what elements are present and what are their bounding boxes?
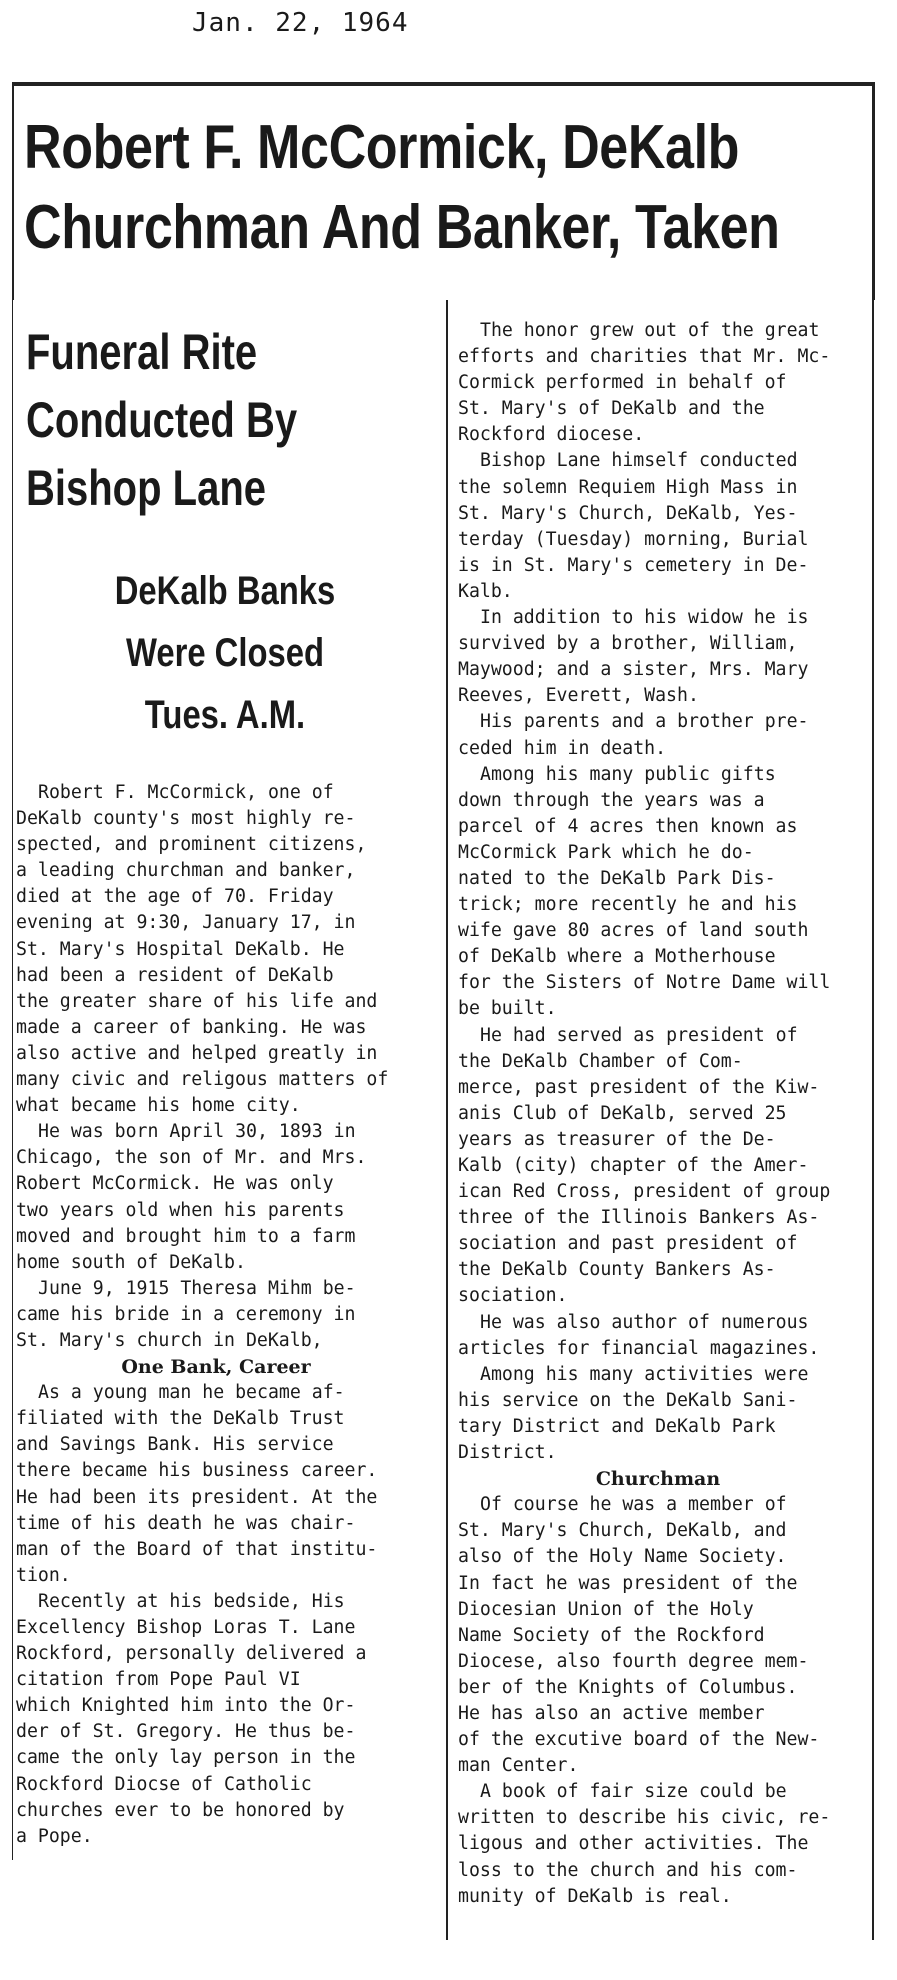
article-line: of DeKalb where a Motherhouse [458,946,776,968]
article-line: His parents and a brother pre- [480,711,809,733]
top-rule [12,82,874,86]
article-line: He was also author of numerous [480,1311,809,1333]
article-line: St. Mary's Church, DeKalb, Yes- [458,502,798,524]
article-line: three of the Illinois Bankers As- [458,1207,820,1229]
article-line: der of St. Gregory. He thus be- [16,1721,356,1743]
article-line: and Savings Bank. His service [16,1434,334,1456]
article-line: McCormick Park which he do- [458,841,754,863]
deck-primary [26,318,362,522]
deck-primary-line: Funeral Rite [26,324,258,380]
article-line: nated to the DeKalb Park Dis- [458,867,776,889]
article-line: In addition to his widow he is [480,607,809,629]
headline-left-rule [12,82,14,300]
article-line: wife gave 80 acres of land south [458,920,809,942]
headline-right-rule [872,82,875,300]
article-line: Kalb (city) chapter of the Amer- [458,1155,809,1176]
article-line: also of the Holy Name Society. [458,1546,787,1568]
deck-primary-line: Conducted By [26,392,298,448]
right-column [458,318,858,1910]
article-line: District. [458,1442,557,1464]
article-line: June 9, 1915 Theresa Mihm be- [38,1277,356,1299]
article-line: a Pope. [16,1825,93,1847]
article-line: Recently at his bedside, His [38,1590,345,1612]
article-line: Rockford, personally delivered a [16,1643,367,1665]
column-divider [446,300,448,1940]
article-line: be built. [458,998,557,1020]
article-line: As a young man he became af- [38,1382,345,1404]
article-line: Rockford Diocse of Catholic [16,1773,312,1795]
article-line: his service on the DeKalb Sani- [458,1389,798,1411]
article-line: anis Club of DeKalb, served 25 [458,1102,787,1124]
article-line: moved and brought him to a farm [16,1225,356,1247]
article-line: St. Mary's of DeKalb and the [458,398,765,420]
article-line: years as treasurer of the De- [458,1128,776,1150]
article-line: Among his many public gifts [480,763,776,785]
dateline: Jan. 22, 1964 [192,8,409,38]
headline-line-1: Robert F. McCormick, DeKalb [24,113,740,182]
article-line: Chicago, the son of Mr. and Mrs. [16,1147,367,1169]
article-line: Maywood; and a sister, Mrs. Mary [458,659,809,681]
article-line: the DeKalb County Bankers As- [458,1259,776,1281]
article-line: the greater share of his life and [16,990,378,1012]
right-outer-rule [872,300,874,1940]
subhead: Churchman [595,1468,721,1491]
article-line: Among his many activities were [480,1363,809,1385]
article-line: munity of DeKalb is real. [458,1885,732,1907]
article-line: ber of the Knights of Columbus. [458,1676,798,1698]
article-line: had been a resident of DeKalb [16,964,334,986]
article-line: two years old when his parents [16,1199,345,1221]
deck-secondary [73,560,376,746]
article-line: St. Mary's Church, DeKalb, and [458,1520,787,1542]
article-line: trick; more recently he and his [458,894,798,916]
article-line: sociation. [458,1285,568,1307]
subhead: One Bank, Career [121,1356,311,1379]
article-line: a leading churchman and banker, [16,860,356,882]
article-line: Reeves, Everett, Wash. [458,685,699,707]
deck-secondary-line: Tues. A.M. [144,693,306,737]
article-line: In fact he was president of the [458,1572,798,1594]
article-line: many civic and religous matters of [16,1069,389,1091]
article-line: down through the years was a [458,789,765,811]
article-line: man of the Board of that institu- [16,1538,378,1560]
article-line: He had been its president. At the [16,1486,378,1508]
article-line: A book of fair size could be [480,1781,787,1803]
article-line: He had served as president of [480,1024,798,1046]
article-line: the solemn Requiem High Mass in [458,476,798,498]
article-line: merce, past president of the Kiw- [458,1076,820,1098]
article-line: came the only lay person in the [16,1747,356,1769]
article-line: Bishop Lane himself conducted [480,450,798,472]
article-line: DeKalb county's most highly re- [16,808,356,830]
article-line: Excellency Bishop Loras T. Lane [16,1617,356,1638]
article-line: man Center. [458,1755,579,1777]
article-line: made a career of banking. He was [16,1016,367,1038]
article-line: also active and helped greatly in [16,1042,378,1064]
article-line: is in St. Mary's cemetery in De- [458,554,809,576]
article-line: loss to the church and his com- [458,1859,798,1881]
article-line: Cormick performed in behalf of [458,372,787,394]
article-line: sociation and past president of [458,1233,798,1255]
article-line: ican Red Cross, president of group [458,1181,831,1203]
article-line: died at the age of 70. Friday [16,886,334,908]
article-line: Rockford diocese. [458,424,645,446]
article-line: ceded him in death. [458,737,667,759]
article-line: home south of DeKalb. [16,1251,246,1273]
article-line: evening at 9:30, January 17, in [16,912,356,934]
article-line: tary District and DeKalb Park [458,1415,776,1437]
article-line: articles for financial magazines. [458,1337,820,1359]
article-line: of the excutive board of the New- [458,1729,820,1751]
article-line: Of course he was a member of [480,1494,787,1516]
article-line: there became his business career. [16,1460,378,1482]
deck-secondary-line: Were Closed [125,631,325,675]
article-line: Robert McCormick. He was only [16,1173,334,1195]
article-line: what became his home city. [16,1095,301,1117]
article-line: terday (Tuesday) morning, Burial [458,528,809,550]
article-line: written to describe his civic, re- [458,1807,831,1829]
article-line: He was born April 30, 1893 in [38,1121,356,1143]
left-outer-rule [12,300,13,1860]
article-line: filiated with the DeKalb Trust [16,1408,345,1430]
article-line: spected, and prominent citizens, [16,834,367,856]
article-line: citation from Pope Paul VI [16,1669,301,1691]
article-line: Kalb. [458,580,513,602]
headline [24,108,780,268]
headline-line-2: Churchman And Banker, Taken [24,193,780,262]
article-line: St. Mary's church in DeKalb, [16,1329,323,1351]
article-line: Diocese, also fourth degree mem- [458,1650,809,1672]
article-line: which Knighted him into the Or- [16,1695,356,1717]
article-line: St. Mary's Hospital DeKalb. He [16,938,345,960]
article-line: Robert F. McCormick, one of [38,782,334,803]
article-line: Diocesian Union of the Holy [458,1598,754,1620]
article-line: for the Sisters of Notre Dame will [458,972,831,994]
deck-primary-line: Bishop Lane [26,460,267,516]
article-line: the DeKalb Chamber of Com- [458,1050,743,1072]
article-line: time of his death he was chair- [16,1512,356,1534]
article-line: efforts and charities that Mr. Mc- [458,346,831,368]
article-line: came his bride in a ceremony in [16,1303,356,1325]
article-line: ligous and other activities. The [458,1833,809,1855]
deck-secondary-line: DeKalb Banks [114,569,336,613]
article-line: churches ever to be honored by [16,1799,345,1821]
article-line: tion. [16,1564,71,1586]
article-line: Name Society of the Rockford [458,1624,765,1646]
article-line: The honor grew out of the great [480,320,820,341]
article-line: parcel of 4 acres then known as [458,815,798,837]
article-line: He has also an active member [458,1702,765,1724]
article-line: survived by a brother, William, [458,633,798,655]
left-column [16,780,416,1850]
